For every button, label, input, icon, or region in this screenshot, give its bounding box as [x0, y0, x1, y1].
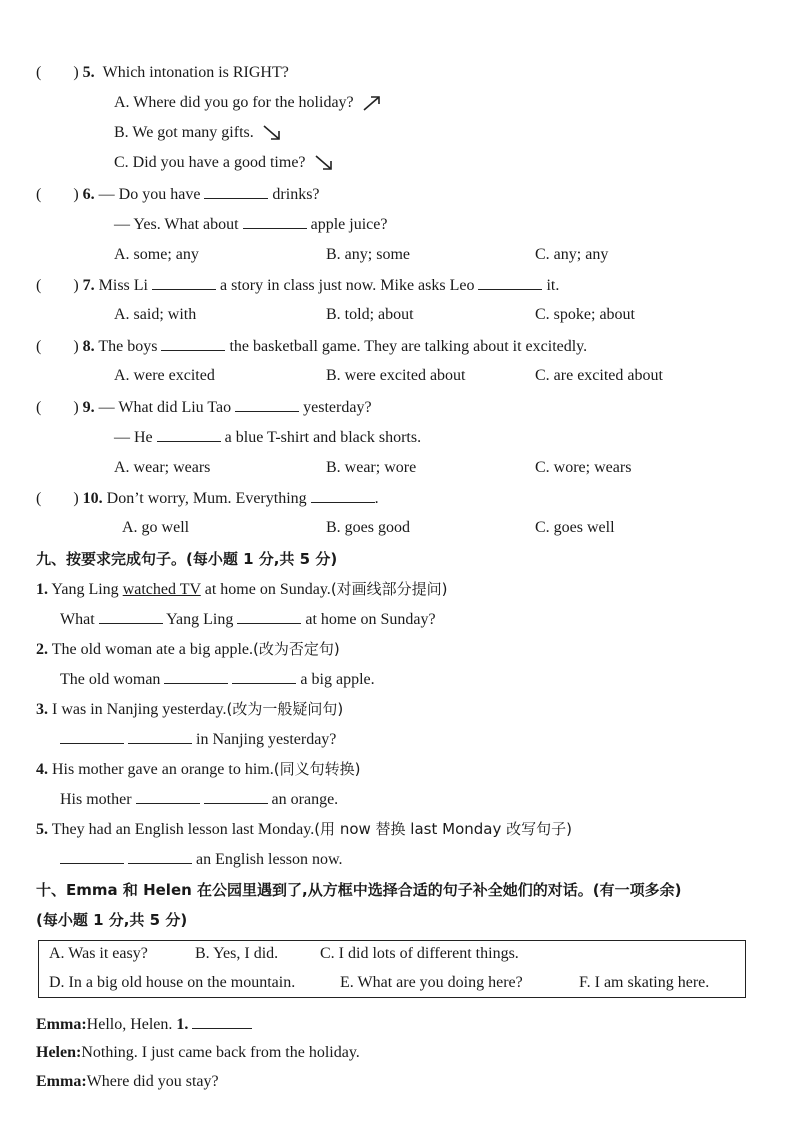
- dialogue-text: Where did you stay?: [86, 1073, 219, 1090]
- question-text: the basketball game. They are talking about it excitedly.: [229, 338, 588, 355]
- question-text: it.: [546, 277, 560, 294]
- option-d[interactable]: D. In a big old house on the mountain.: [49, 974, 296, 991]
- item-text: They had an English lesson last Monday.: [51, 821, 315, 838]
- s9-answer-5: [60, 848, 343, 871]
- answer-blank[interactable]: [237, 608, 301, 624]
- answer-blank[interactable]: [161, 335, 225, 351]
- dialogue-text: Nothing. I just came back from the holiday.: [81, 1044, 360, 1061]
- s9-answer-2: [60, 668, 375, 691]
- s9-item-4: [36, 758, 360, 781]
- answer-text: at home on Sunday?: [305, 611, 436, 628]
- question-text: Miss Li: [98, 277, 148, 294]
- question-text: apple juice?: [310, 216, 388, 233]
- answer-blank[interactable]: [232, 668, 296, 684]
- question-text: yesterday?: [303, 399, 372, 416]
- dialogue-line-2: [36, 1042, 360, 1064]
- item-requirement: (对画线部分提问): [330, 580, 448, 598]
- option-b[interactable]: [114, 122, 282, 144]
- question-stem: Which intonation is RIGHT?: [102, 64, 289, 81]
- answer-paren-open[interactable]: (: [36, 490, 42, 507]
- answer-blank[interactable]: [136, 788, 200, 804]
- option-f[interactable]: F. I am skating here.: [579, 974, 710, 991]
- answer-blank[interactable]: [128, 848, 192, 864]
- option-a[interactable]: A. said; with: [114, 306, 197, 323]
- speaker-name: Emma:: [36, 1016, 87, 1033]
- s9-answer-1: [60, 608, 436, 631]
- answer-blank[interactable]: [478, 274, 542, 290]
- item-requirement: (改为一般疑问句): [226, 700, 344, 718]
- answer-text: in Nanjing yesterday?: [196, 731, 337, 748]
- answer-paren-close: ): [73, 64, 79, 81]
- item-number: 1.: [36, 581, 48, 598]
- item-number: 3.: [36, 701, 48, 718]
- falling-arrow-icon: [314, 154, 334, 172]
- question-text: a blue T-shirt and black shorts.: [224, 429, 422, 446]
- answer-blank[interactable]: [60, 848, 124, 864]
- item-number: 2.: [36, 641, 48, 658]
- answer-blank[interactable]: [164, 668, 228, 684]
- question-6: [36, 183, 320, 206]
- answer-blank[interactable]: [204, 183, 268, 199]
- question-number: 9.: [82, 399, 95, 416]
- answer-paren-close: ): [73, 338, 79, 355]
- question-text: — What did Liu Tao: [98, 399, 232, 416]
- option-c[interactable]: [114, 152, 334, 174]
- item-text: The old woman ate a big apple.: [51, 641, 253, 658]
- answer-blank[interactable]: [99, 608, 163, 624]
- option-c[interactable]: C. are excited about: [535, 367, 663, 384]
- answer-text: What: [60, 611, 95, 628]
- option-a-text: A. Where did you go for the holiday?: [114, 94, 354, 111]
- rising-arrow-icon: [362, 94, 382, 112]
- question-text: — Do you have: [98, 186, 201, 203]
- s9-answer-3: [60, 728, 336, 751]
- section-10-title: 十、Emma 和 Helen 在公园里遇到了,从方框中选择合适的句子补全她们的对话。(有一项多余): [36, 881, 682, 899]
- answer-blank[interactable]: [192, 1013, 252, 1029]
- question-number: 5.: [82, 64, 95, 81]
- option-a[interactable]: [114, 92, 382, 114]
- answer-text: an English lesson now.: [196, 851, 343, 868]
- answer-blank[interactable]: [243, 213, 307, 229]
- answer-blank[interactable]: [128, 728, 192, 744]
- section-10-subtitle: (每小题 1 分,共 5 分): [36, 911, 188, 929]
- option-b[interactable]: B. any; some: [326, 246, 410, 263]
- option-c[interactable]: C. I did lots of different things.: [320, 945, 519, 962]
- question-number: 10.: [82, 490, 103, 507]
- option-b[interactable]: B. goes good: [326, 519, 410, 536]
- answer-text: Yang Ling: [166, 611, 234, 628]
- underlined-text: watched TV: [122, 581, 201, 598]
- answer-text: The old woman: [60, 671, 161, 688]
- answer-paren-close: ): [73, 186, 79, 203]
- blank-number: 1.: [176, 1016, 189, 1033]
- answer-paren-open[interactable]: (: [36, 64, 42, 81]
- section-9-title: 九、按要求完成句子。(每小题 1 分,共 5 分): [36, 550, 338, 568]
- item-text: I was in Nanjing yesterday.: [52, 701, 227, 718]
- question-text: The boys: [98, 338, 158, 355]
- dialogue-line-1: [36, 1013, 252, 1036]
- option-a[interactable]: A. wear; wears: [114, 459, 211, 476]
- answer-paren-close: ): [73, 399, 79, 416]
- answer-blank[interactable]: [60, 728, 124, 744]
- question-number: 7.: [82, 277, 95, 294]
- question-text: — He: [114, 429, 153, 446]
- option-e[interactable]: E. What are you doing here?: [340, 974, 523, 991]
- question-9: [36, 396, 372, 419]
- item-number: 4.: [36, 761, 48, 778]
- question-text: Don’t worry, Mum. Everything: [106, 490, 307, 507]
- answer-paren-open[interactable]: (: [36, 399, 42, 416]
- option-b[interactable]: B. were excited about: [326, 367, 466, 384]
- item-text: at home on Sunday.: [204, 581, 331, 598]
- question-text: a story in class just now. Mike asks Leo: [220, 277, 475, 294]
- item-text: His mother gave an orange to him.: [52, 761, 274, 778]
- answer-text: His mother: [60, 791, 132, 808]
- question-text: — Yes. What about: [114, 216, 239, 233]
- option-c[interactable]: C. wore; wears: [535, 459, 632, 476]
- s9-item-3: [36, 698, 343, 721]
- answer-paren-open[interactable]: (: [36, 338, 42, 355]
- option-a[interactable]: A. some; any: [114, 246, 199, 263]
- option-a[interactable]: A. were excited: [114, 367, 215, 384]
- question-text: drinks?: [272, 186, 320, 203]
- answer-paren-close: ): [73, 277, 79, 294]
- answer-blank[interactable]: [235, 396, 299, 412]
- option-a[interactable]: A. Was it easy?: [49, 945, 148, 962]
- answer-blank[interactable]: [311, 487, 375, 503]
- dialogue-text: Hello, Helen.: [86, 1016, 173, 1033]
- s9-item-5: [36, 818, 572, 841]
- options-box: [38, 940, 746, 998]
- item-requirement: (改为否定句): [252, 640, 340, 658]
- option-b[interactable]: B. told; about: [326, 306, 414, 323]
- speaker-name: Helen:: [36, 1044, 82, 1061]
- s9-item-1: [36, 578, 448, 601]
- answer-paren-close: ): [73, 490, 79, 507]
- s9-item-2: [36, 638, 340, 661]
- option-c[interactable]: C. spoke; about: [535, 306, 635, 323]
- item-text: Yang Ling: [51, 581, 119, 598]
- option-c[interactable]: C. any; any: [535, 246, 609, 263]
- speaker-name: Emma:: [36, 1073, 87, 1090]
- option-c-text: C. Did you have a good time?: [114, 154, 306, 171]
- item-number: 5.: [36, 821, 48, 838]
- question-7: [36, 274, 559, 297]
- falling-arrow-icon: [262, 124, 282, 142]
- option-c[interactable]: C. goes well: [535, 519, 615, 536]
- answer-paren-open[interactable]: (: [36, 277, 42, 294]
- item-requirement: (同义句转换): [273, 760, 361, 778]
- option-a[interactable]: A. go well: [122, 519, 190, 536]
- option-b[interactable]: B. Yes, I did.: [195, 945, 279, 962]
- question-number: 6.: [82, 186, 95, 203]
- item-requirement: (用 now 替换 last Monday 改写句子): [314, 820, 572, 838]
- answer-text: a big apple.: [300, 671, 375, 688]
- question-9-line-2: [114, 426, 421, 449]
- question-8: [36, 335, 587, 358]
- s9-answer-4: [60, 788, 338, 811]
- answer-text: an orange.: [271, 791, 339, 808]
- option-b-text: B. We got many gifts.: [114, 124, 254, 141]
- answer-blank[interactable]: [157, 426, 221, 442]
- option-b[interactable]: B. wear; wore: [326, 459, 417, 476]
- question-6-line-2: [114, 213, 387, 236]
- question-10: [36, 487, 379, 510]
- question-number: 8.: [82, 338, 95, 355]
- answer-blank[interactable]: [204, 788, 268, 804]
- answer-paren-open[interactable]: (: [36, 186, 42, 203]
- answer-blank[interactable]: [152, 274, 216, 290]
- dialogue-line-3: [36, 1071, 219, 1093]
- question-5: [36, 62, 289, 84]
- question-text: .: [374, 490, 379, 507]
